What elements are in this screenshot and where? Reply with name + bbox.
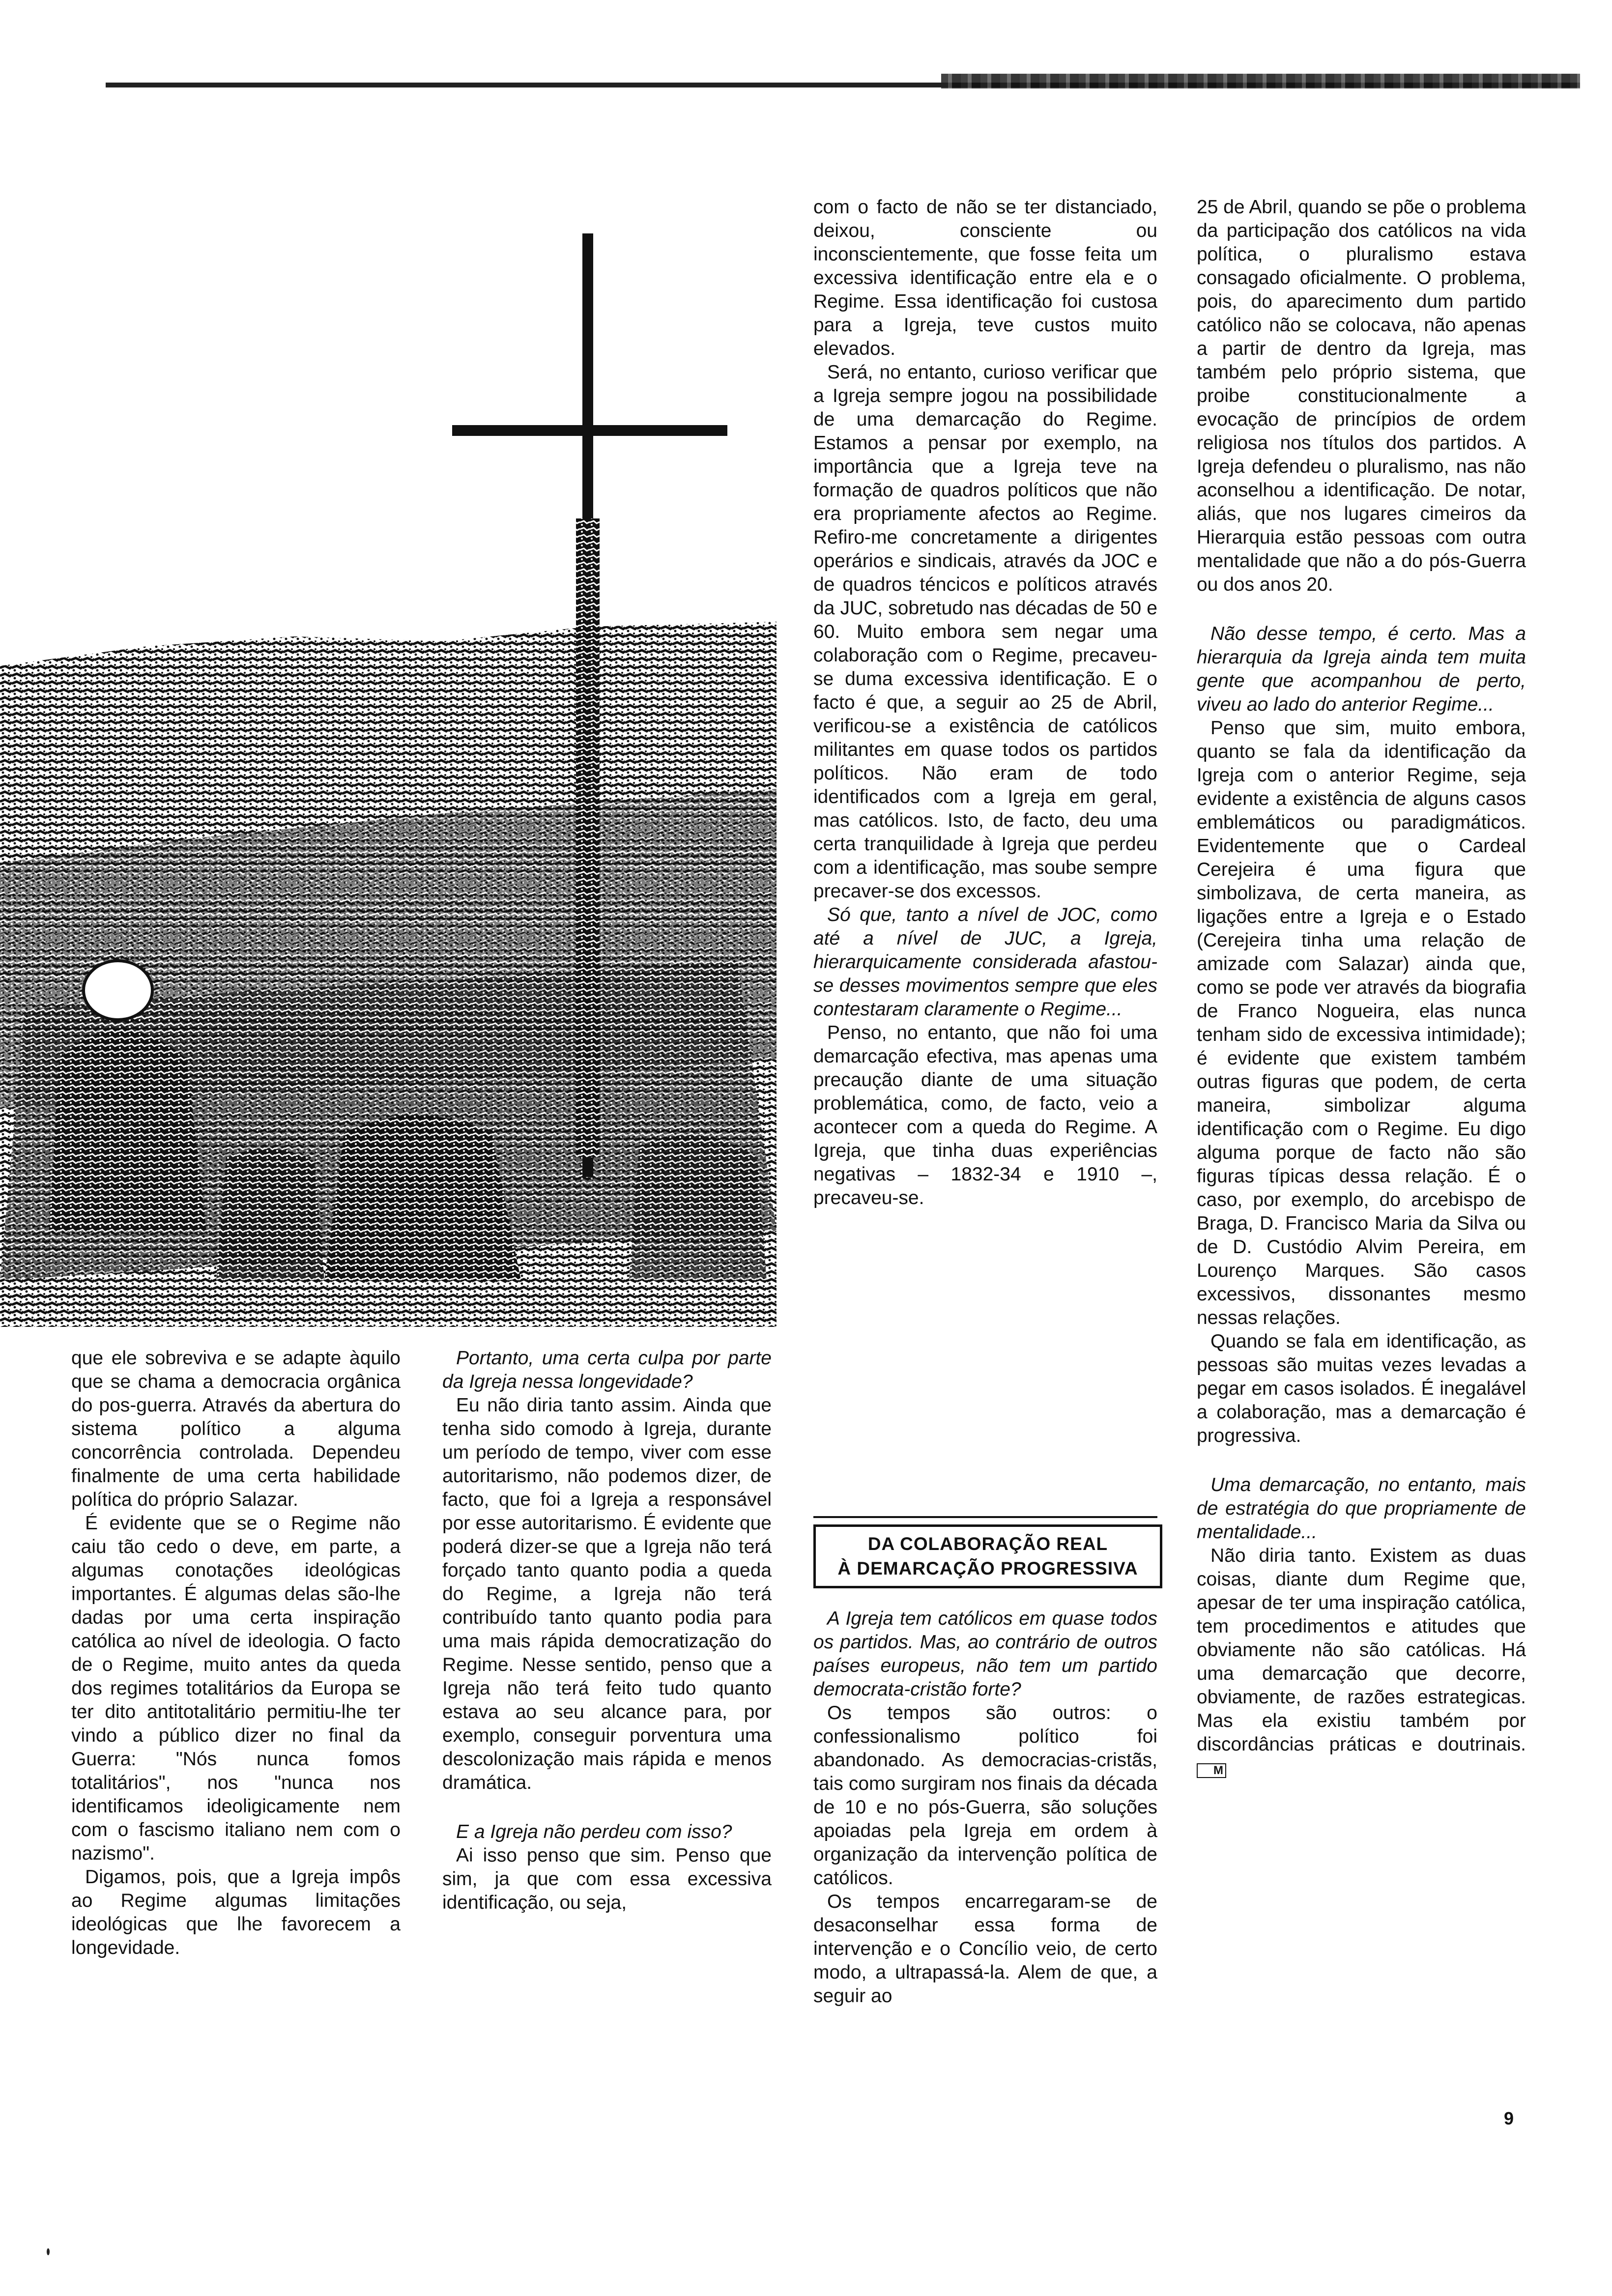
interview-answer [1197,1544,1526,1780]
interview-question: Só que, tanto a nível de JOC, como até a nível de JUC, a Igreja, hierarquicamente considerada afastou-se desses movimentos sempre que eles contestaram claramente o Regime... [813,904,1157,1020]
photo-cross-on-hill [0,224,777,1327]
end-mark-icon: M [1197,1763,1226,1778]
section-heading [813,1524,1162,1588]
page-number: 9 [1504,2108,1514,2128]
answer-text: Não diria tanto. Existem as duas coisas, diante dum Regime que, apesar de ter uma inspiração católica, tem procedimentos e atitudes que obviamente não são católicas. Há uma demarcação que decorre, obviamente, de razões estrategicas. Mas ela existiu também por discordâncias práticas e doutrinais. [1197,1545,1526,1755]
interview-answer: Os tempos encarregaram-se de desaconselhar essa forma de intervenção e o Concílio veio, de certo modo, a ultrapassá-la. Alem de que, a seguir ao [813,1891,1157,2007]
article-column-1 [71,1347,401,1960]
article-column-4 [1197,196,1526,1780]
section-heading-line-1: DA COLABORAÇÃO REAL [867,1534,1108,1554]
interview-answer: Ai isso penso que sim. Penso que sim, ja que com essa excessiva identificação, ou seja, [442,1845,772,1913]
section-divider [813,1516,1157,1518]
paragraph: É evidente que se o Regime não caiu tão cedo o deve, em parte, a algumas conotações ideológicas importantes. É algumas delas são-lhe dadas por uma certa inspiração católica ao nível de ideologia. O facto de o Regime, muito antes da queda dos regimes totalitários da Europa se ter dito antitotalitário permitiu-lhe ter vindo a público dizer no final da Guerra: "Nós nunca fomos totalitários", nos "nunca nos identificamos ideoligicamente nem com o fascismo italiano nem com o nazismo". [71,1513,401,1864]
paragraph: Será, no entanto, curioso verificar que a Igreja sempre jogou na possibilidade de uma demarcação do Regime. Estamos a pensar por exemplo, na importância que a Igreja teve na formação de quadros políticos que não era propriamente afectos ao Regime. Refiro-me concretamente a dirigentes operários e sindicais, através da JOC e de quadros téncicos e políticos através da JUC, sobretudo nas décadas de 50 e 60. Muito embora sem negar uma colaboração com o Regime, precaveu-se duma excessiva identificação. E o facto é que, a seguir ao 25 de Abril, verificou-se a existência de católicos militantes em quase todos os partidos políticos. Não eram de todo identificados com a Igreja em geral, mas católicos. Isto, de facto, deu uma certa tranquilidade à Igreja que perdeu com a identificação, mas soube sempre precaver-se dos excessos. [813,362,1157,902]
interview-answer: Os tempos são outros: o confessionalismo político foi abandonado. As democracias-cristãs, tais como surgiram nos finais da década de 10 e no pós-Guerra, são soluções apoiadas pela Igreja em ordem à organização da intervenção política de católicos. [813,1702,1157,1889]
cross-photo-icon [0,224,777,1327]
interview-answer: Penso que sim, muito embora, quanto se fala da identificação da Igreja com o anterior Regime, seja evidente a existência de alguns casos emblemáticos ou paradigmáticos. Evidentemente que o Cardeal Cerejeira é uma figura que simbolizava, de certa maneira, as ligações entre a Igreja e o Estado (Cerejeira tinha uma relação de amizade com Salazar) ainda que, como se pode ver através da biografia de Franco Nogueira, elas nunca tenham sido de excessiva intimidade); é evidente que existem também outras figuras que podem, de certa maneira, simbolizar alguma identificação com o Regime. Eu digo alguma porque de facto não são figuras típicas dessa relação. É o caso, por exemplo, do arcebispo de Braga, D. Francisco Maria da Silva ou de D. Custódio Alvim Pereira, em Lourenço Marques. São casos excessivos, dissonantes mesmo nessas relações. [1197,718,1526,1328]
interview-question: A Igreja tem católicos em quase todos os partidos. Mas, ao contrário de outros países europeus, não tem um partido democrata-cristão forte? [813,1608,1157,1700]
interview-answer: Penso, no entanto, que não foi uma demarcação efectiva, mas apenas uma precaução diante de uma situação problemática, como, de facto, veio a acontecer com a queda do Regime. A Igreja, que tinha duas experiências negativas – 1832-34 e 1910 –, precaveu-se. [813,1022,1157,1208]
interview-question: E a Igreja não perdeu com isso? [456,1821,732,1842]
interview-question: Portanto, uma certa culpa por parte da Igreja nessa longevidade? [442,1348,772,1392]
paragraph: 25 de Abril, quando se põe o problema da participação dos católicos na vida política, o pluralismo estava consagado oficialmente. O problema, pois, do aparecimento dum partido católico não se colocava, não apenas a partir de dentro da Igreja, mas também pelo próprio sistema, que proibe constitucionalmente a evocação de princípios de ordem religiosa nos títulos dos partidos. A Igreja defendeu o pluralismo, nas não aconselhou a identificação. De notar, aliás, que nos lugares cimeiros da Hierarquia estão pessoas com outra mentalidade que não a do pós-Guerra ou dos anos 20. [1197,197,1526,595]
paragraph: que ele sobreviva e se adapte àquilo que se chama a democracia orgânica do pos-guerra. Através da abertura do sistema político a alguma concorrência controlada. Dependeu finalmente de uma certa habilidade política do próprio Salazar. [71,1348,401,1510]
article-column-2 [442,1347,772,1915]
article-column-3 [813,196,1157,1210]
article-column-3-continued [813,1607,1157,2008]
interview-question: Uma demarcação, no entanto, mais de estratégia do que propriamente de mentalidade... [1197,1474,1526,1543]
interview-answer: Quando se fala em identificação, as pessoas são muitas vezes levadas a pegar em casos isolados. É inegalável a colaboração, mas a demarcação é progressiva. [1197,1331,1526,1446]
top-decorative-rule [106,83,1580,87]
interview-question: Não desse tempo, é certo. Mas a hierarquia da Igreja ainda tem muita gente que acompanhou de perto, viveu ao lado do anterior Regime... [1197,623,1526,715]
paragraph: com o facto de não se ter distanciado, deixou, consciente ou inconscientemente, que fosse feita um excessiva identificação entre ela e o Regime. Essa identificação foi custosa para a Igreja, teve custos muito elevados. [813,197,1157,359]
section-heading-line-2: À DEMARCAÇÃO PROGRESSIVA [837,1558,1138,1578]
interview-answer: Eu não diria tanto assim. Ainda que tenha sido comodo à Igreja, durante um período de tempo, viver com esse autoritarismo, não podemos dizer, de facto, que foi a Igreja a responsável por esse autoritarismo. É evidente que poderá dizer-se que a Igreja não terá forçado tanto quanto podia a queda do Regime, a Igreja não terá contribuído tanto quanto podia para uma mais rápida democratização do Regime. Nesse sentido, penso que a Igreja não terá feito tudo quanto estava ao seu alcance para, por exemplo, conseguir porventura uma descolonização mais rápida e menos dramática. [442,1395,772,1793]
paragraph: Digamos, pois, que a Igreja impôs ao Regime algumas limitações ideológicas que lhe favorecem a longevidade. [71,1866,401,1958]
scan-speck [47,2248,50,2255]
